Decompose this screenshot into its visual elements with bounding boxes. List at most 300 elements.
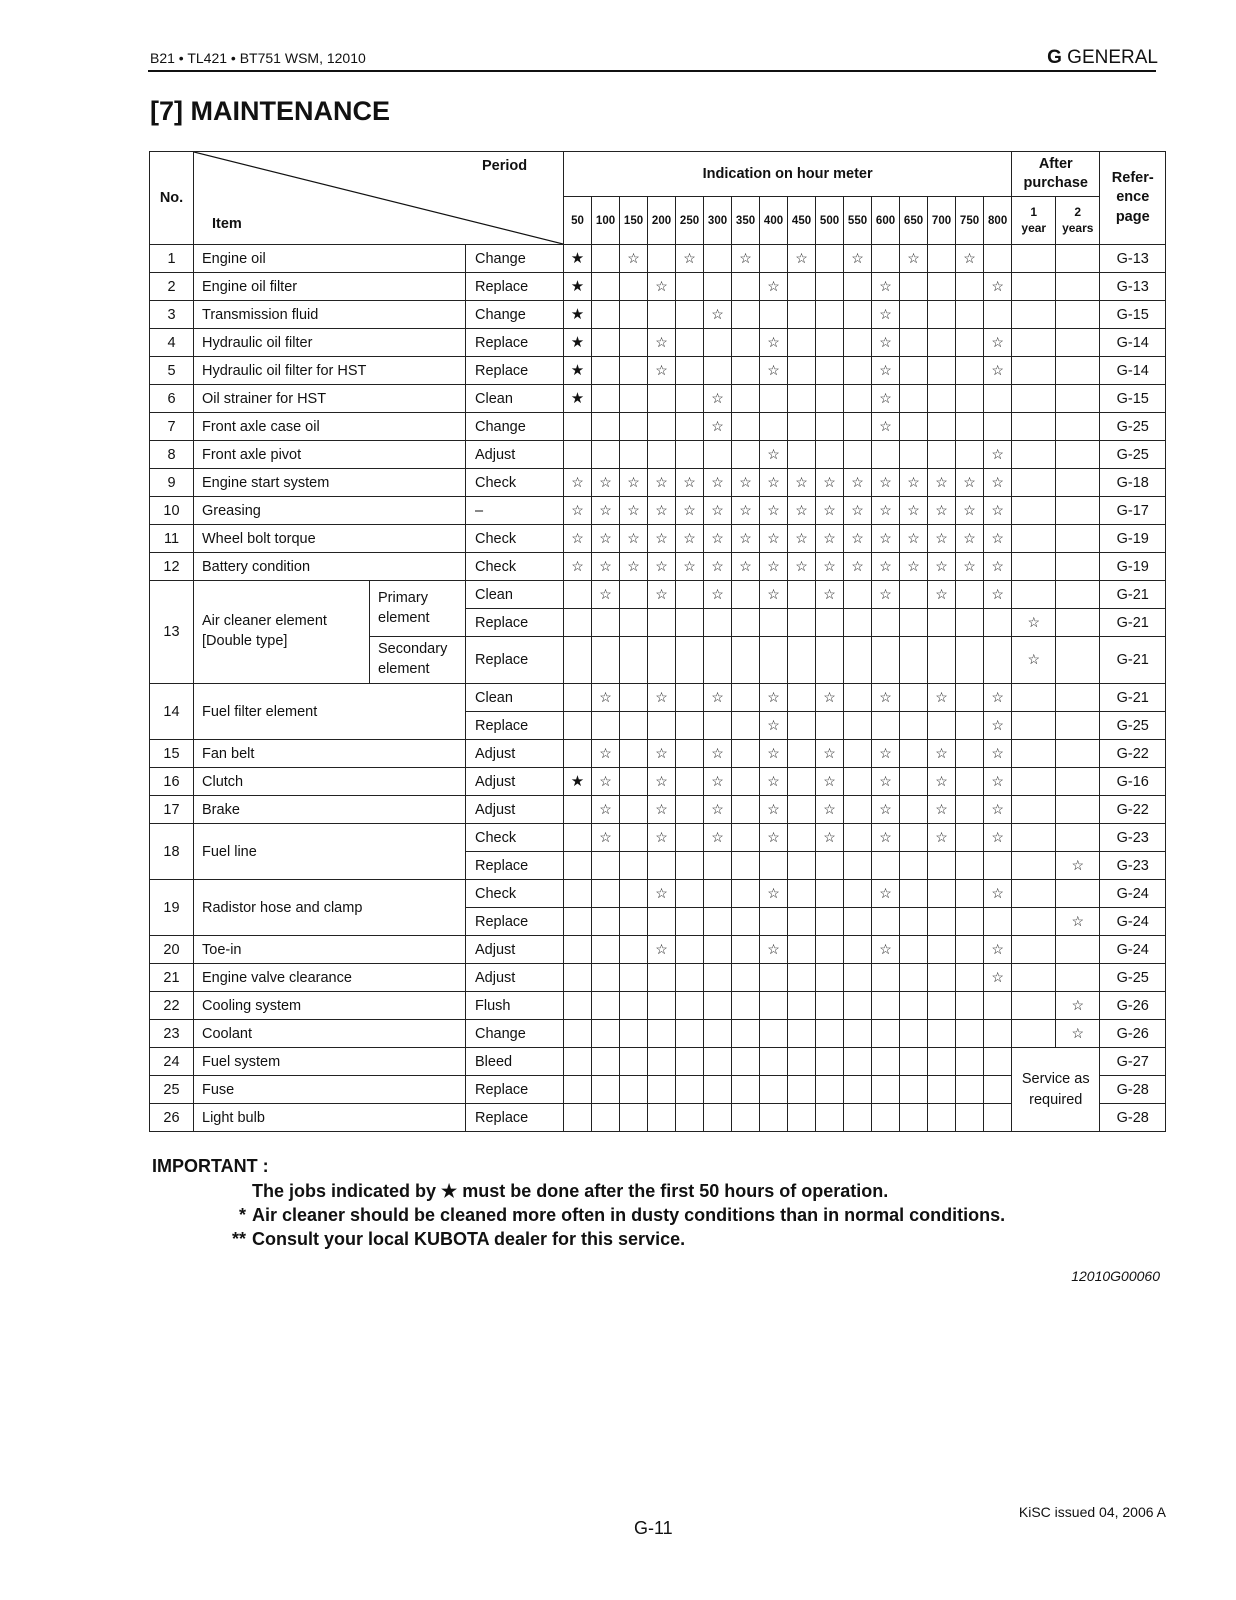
row-period: Clean bbox=[466, 385, 564, 413]
row-reference: G-16 bbox=[1100, 768, 1166, 796]
after-1-year-cell bbox=[1012, 936, 1056, 964]
mark-cell bbox=[816, 385, 844, 413]
mark-cell bbox=[984, 824, 1012, 852]
row-item: Radistor hose and clamp bbox=[194, 880, 466, 936]
mark-cell bbox=[620, 525, 648, 553]
mark-cell bbox=[872, 553, 900, 581]
row-no: 14 bbox=[150, 684, 194, 740]
mark-cell bbox=[704, 581, 732, 609]
mark-cell bbox=[844, 1076, 872, 1104]
mark-cell bbox=[984, 712, 1012, 740]
hour-150: 150 bbox=[620, 197, 648, 245]
mark-cell bbox=[732, 964, 760, 992]
mark-cell bbox=[928, 908, 956, 936]
after-2-years-cell bbox=[1056, 824, 1100, 852]
mark-cell bbox=[816, 1076, 844, 1104]
mark-cell bbox=[872, 1020, 900, 1048]
outline-star-icon: ☆ bbox=[767, 529, 780, 546]
outline-star-icon: ☆ bbox=[711, 529, 724, 546]
mark-cell bbox=[732, 908, 760, 936]
after-1-year-cell bbox=[1012, 581, 1056, 609]
outline-star-icon: ☆ bbox=[767, 445, 780, 462]
mark-cell bbox=[956, 936, 984, 964]
outline-star-icon: ☆ bbox=[711, 473, 724, 490]
mark-cell bbox=[844, 637, 872, 684]
row-reference: G-26 bbox=[1100, 992, 1166, 1020]
mark-cell bbox=[788, 740, 816, 768]
row-item: Fuel system bbox=[194, 1048, 466, 1076]
mark-cell bbox=[928, 880, 956, 908]
important-heading: IMPORTANT : bbox=[152, 1156, 269, 1176]
mark-cell bbox=[844, 684, 872, 712]
mark-cell bbox=[900, 329, 928, 357]
mark-cell bbox=[732, 357, 760, 385]
mark-cell bbox=[592, 441, 620, 469]
mark-cell bbox=[844, 712, 872, 740]
mark-cell bbox=[676, 796, 704, 824]
row-reference: G-23 bbox=[1100, 824, 1166, 852]
header-model-line: B21 • TL421 • BT751 WSM, 12010 bbox=[150, 50, 366, 66]
outline-star-icon: ☆ bbox=[599, 800, 612, 817]
after-2-years-cell bbox=[1056, 497, 1100, 525]
mark-cell bbox=[788, 712, 816, 740]
outline-star-icon: ☆ bbox=[1071, 1024, 1085, 1041]
col-period-header: Period bbox=[482, 158, 528, 174]
row-no: 25 bbox=[150, 1076, 194, 1104]
row-reference: G-21 bbox=[1100, 609, 1166, 637]
mark-cell bbox=[732, 1048, 760, 1076]
mark-cell bbox=[788, 824, 816, 852]
row-item: Hydraulic oil filter for HST bbox=[194, 357, 466, 385]
mark-cell bbox=[648, 992, 676, 1020]
mark-cell bbox=[900, 637, 928, 684]
after-2-years-cell bbox=[1056, 637, 1100, 684]
mark-cell bbox=[844, 469, 872, 497]
mark-cell bbox=[928, 712, 956, 740]
mark-cell bbox=[760, 1020, 788, 1048]
mark-cell bbox=[592, 852, 620, 880]
mark-cell bbox=[844, 357, 872, 385]
mark-cell bbox=[928, 301, 956, 329]
mark-cell bbox=[564, 880, 592, 908]
mark-cell bbox=[760, 796, 788, 824]
mark-cell bbox=[984, 740, 1012, 768]
mark-cell bbox=[872, 824, 900, 852]
item-period-header bbox=[194, 152, 564, 245]
table-row bbox=[150, 413, 1166, 441]
mark-cell bbox=[564, 712, 592, 740]
mark-cell bbox=[620, 497, 648, 525]
outline-star-icon: ☆ bbox=[767, 277, 780, 294]
mark-cell bbox=[564, 768, 592, 796]
row-no: 15 bbox=[150, 740, 194, 768]
mark-cell bbox=[648, 301, 676, 329]
mark-cell bbox=[592, 525, 620, 553]
after-2-years-cell bbox=[1056, 796, 1100, 824]
mark-cell bbox=[816, 992, 844, 1020]
mark-cell bbox=[956, 329, 984, 357]
note-line-2-text: Air cleaner should be cleaned more often in dusty conditions than in normal conditions. bbox=[252, 1205, 1006, 1225]
mark-cell bbox=[928, 936, 956, 964]
mark-cell bbox=[704, 245, 732, 273]
table-row bbox=[150, 441, 1166, 469]
mark-cell bbox=[956, 357, 984, 385]
after-2-years-num: 2 bbox=[1074, 205, 1082, 220]
after-1-year-cell bbox=[1012, 992, 1056, 1020]
mark-cell bbox=[704, 964, 732, 992]
table-row bbox=[150, 357, 1166, 385]
row-item: Engine oil bbox=[194, 245, 466, 273]
outline-star-icon: ☆ bbox=[991, 277, 1004, 294]
mark-cell bbox=[844, 273, 872, 301]
mark-cell bbox=[704, 936, 732, 964]
mark-cell bbox=[900, 1104, 928, 1132]
mark-cell bbox=[956, 824, 984, 852]
outline-star-icon: ☆ bbox=[879, 940, 892, 957]
mark-cell bbox=[984, 796, 1012, 824]
row-item: Coolant bbox=[194, 1020, 466, 1048]
row-no: 9 bbox=[150, 469, 194, 497]
mark-cell bbox=[676, 1076, 704, 1104]
mark-cell bbox=[844, 301, 872, 329]
mark-cell bbox=[816, 525, 844, 553]
row-reference: G-25 bbox=[1100, 441, 1166, 469]
row-reference: G-21 bbox=[1100, 684, 1166, 712]
mark-cell bbox=[984, 1076, 1012, 1104]
outline-star-icon: ☆ bbox=[935, 473, 948, 490]
mark-cell bbox=[788, 329, 816, 357]
mark-cell bbox=[564, 609, 592, 637]
after-2-years-cell bbox=[1056, 712, 1100, 740]
mark-cell bbox=[984, 497, 1012, 525]
outline-star-icon: ☆ bbox=[711, 305, 724, 322]
mark-cell bbox=[900, 385, 928, 413]
mark-cell bbox=[760, 413, 788, 441]
outline-star-icon: ☆ bbox=[823, 501, 836, 518]
mark-cell bbox=[676, 1020, 704, 1048]
mark-cell bbox=[984, 684, 1012, 712]
mark-cell bbox=[592, 469, 620, 497]
solid-star-icon: ★ bbox=[570, 305, 585, 323]
mark-cell bbox=[564, 1104, 592, 1132]
mark-cell bbox=[816, 497, 844, 525]
mark-cell bbox=[956, 385, 984, 413]
secondary-element-label: Secondary element bbox=[370, 637, 466, 684]
mark-cell bbox=[648, 852, 676, 880]
mark-cell bbox=[760, 245, 788, 273]
outline-star-icon: ☆ bbox=[571, 557, 584, 574]
outline-star-icon: ☆ bbox=[655, 884, 668, 901]
mark-cell bbox=[704, 1020, 732, 1048]
outline-star-icon: ☆ bbox=[823, 744, 836, 761]
mark-cell bbox=[788, 273, 816, 301]
row-reference: G-15 bbox=[1100, 385, 1166, 413]
mark-cell bbox=[620, 740, 648, 768]
row-period: Check bbox=[466, 525, 564, 553]
mark-cell bbox=[704, 1104, 732, 1132]
mark-cell bbox=[592, 301, 620, 329]
table-row bbox=[150, 245, 1166, 273]
mark-cell bbox=[732, 796, 760, 824]
mark-cell bbox=[564, 245, 592, 273]
row-no: 11 bbox=[150, 525, 194, 553]
mark-cell bbox=[900, 301, 928, 329]
outline-star-icon: ☆ bbox=[655, 529, 668, 546]
outline-star-icon: ☆ bbox=[935, 828, 948, 845]
row-no: 4 bbox=[150, 329, 194, 357]
mark-cell bbox=[760, 1076, 788, 1104]
mark-cell bbox=[816, 768, 844, 796]
row-no: 13 bbox=[150, 581, 194, 684]
mark-cell bbox=[844, 497, 872, 525]
mark-cell bbox=[760, 1048, 788, 1076]
after-1-year-cell bbox=[1012, 273, 1056, 301]
row-no: 22 bbox=[150, 992, 194, 1020]
mark-cell bbox=[928, 768, 956, 796]
mark-cell bbox=[956, 992, 984, 1020]
mark-cell bbox=[844, 413, 872, 441]
mark-cell bbox=[620, 413, 648, 441]
mark-cell bbox=[984, 936, 1012, 964]
table-row bbox=[150, 880, 1166, 908]
after-1-year-cell bbox=[1012, 609, 1056, 637]
outline-star-icon: ☆ bbox=[935, 800, 948, 817]
mark-cell bbox=[816, 908, 844, 936]
table-row bbox=[150, 796, 1166, 824]
outline-star-icon: ☆ bbox=[879, 772, 892, 789]
mark-cell bbox=[620, 385, 648, 413]
mark-cell bbox=[648, 796, 676, 824]
after-1-year-cell bbox=[1012, 908, 1056, 936]
mark-cell bbox=[564, 1020, 592, 1048]
mark-cell bbox=[620, 712, 648, 740]
mark-cell bbox=[564, 413, 592, 441]
mark-cell bbox=[732, 329, 760, 357]
mark-cell bbox=[816, 413, 844, 441]
hour-700: 700 bbox=[928, 197, 956, 245]
mark-cell bbox=[592, 824, 620, 852]
mark-cell bbox=[872, 1104, 900, 1132]
outline-star-icon: ☆ bbox=[655, 277, 668, 294]
note-line-2-mark: * bbox=[238, 1205, 246, 1225]
after-1-year-cell bbox=[1012, 385, 1056, 413]
mark-cell bbox=[704, 329, 732, 357]
outline-star-icon: ☆ bbox=[767, 557, 780, 574]
row-reference: G-21 bbox=[1100, 637, 1166, 684]
mark-cell bbox=[928, 413, 956, 441]
mark-cell bbox=[564, 385, 592, 413]
mark-cell bbox=[788, 441, 816, 469]
row-period: Check bbox=[466, 553, 564, 581]
mark-cell bbox=[648, 824, 676, 852]
outline-star-icon: ☆ bbox=[1027, 613, 1041, 630]
row-reference: G-24 bbox=[1100, 936, 1166, 964]
mark-cell bbox=[928, 1104, 956, 1132]
mark-cell bbox=[676, 469, 704, 497]
header-section-letter: G bbox=[1047, 47, 1062, 68]
outline-star-icon: ☆ bbox=[627, 249, 640, 266]
mark-cell bbox=[760, 852, 788, 880]
mark-cell bbox=[844, 964, 872, 992]
outline-star-icon: ☆ bbox=[655, 688, 668, 705]
mark-cell bbox=[788, 553, 816, 581]
mark-cell bbox=[676, 992, 704, 1020]
mark-cell bbox=[844, 824, 872, 852]
outline-star-icon: ☆ bbox=[599, 585, 612, 602]
mark-cell bbox=[816, 245, 844, 273]
mark-cell bbox=[676, 553, 704, 581]
row-reference: G-28 bbox=[1100, 1104, 1166, 1132]
row-item: Front axle case oil bbox=[194, 413, 466, 441]
mark-cell bbox=[592, 357, 620, 385]
row-period: Replace bbox=[466, 712, 564, 740]
outline-star-icon: ☆ bbox=[879, 884, 892, 901]
after-1-year-cell bbox=[1012, 824, 1056, 852]
mark-cell bbox=[648, 525, 676, 553]
table-row bbox=[150, 1048, 1166, 1076]
hour-50: 50 bbox=[564, 197, 592, 245]
mark-cell bbox=[956, 273, 984, 301]
row-reference: G-23 bbox=[1100, 852, 1166, 880]
mark-cell bbox=[620, 880, 648, 908]
outline-star-icon: ☆ bbox=[907, 501, 920, 518]
row-no: 17 bbox=[150, 796, 194, 824]
mark-cell bbox=[928, 441, 956, 469]
mark-cell bbox=[956, 852, 984, 880]
row-reference: G-15 bbox=[1100, 301, 1166, 329]
outline-star-icon: ☆ bbox=[991, 772, 1004, 789]
mark-cell bbox=[732, 768, 760, 796]
mark-cell bbox=[760, 581, 788, 609]
mark-cell bbox=[844, 581, 872, 609]
header-rule bbox=[148, 70, 1156, 72]
mark-cell bbox=[592, 740, 620, 768]
mark-cell bbox=[956, 497, 984, 525]
mark-cell bbox=[900, 581, 928, 609]
table-row bbox=[150, 824, 1166, 852]
after-1-year-cell bbox=[1012, 964, 1056, 992]
mark-cell bbox=[956, 908, 984, 936]
mark-cell bbox=[592, 992, 620, 1020]
outline-star-icon: ☆ bbox=[627, 473, 640, 490]
mark-cell bbox=[732, 301, 760, 329]
outline-star-icon: ☆ bbox=[767, 744, 780, 761]
after-1-year-cell bbox=[1012, 413, 1056, 441]
outline-star-icon: ☆ bbox=[599, 501, 612, 518]
mark-cell bbox=[648, 553, 676, 581]
outline-star-icon: ☆ bbox=[991, 828, 1004, 845]
mark-cell bbox=[564, 740, 592, 768]
mark-cell bbox=[732, 852, 760, 880]
outline-star-icon: ☆ bbox=[935, 501, 948, 518]
table-row bbox=[150, 553, 1166, 581]
table-row bbox=[150, 497, 1166, 525]
outline-star-icon: ☆ bbox=[599, 828, 612, 845]
outline-star-icon: ☆ bbox=[571, 473, 584, 490]
table-row bbox=[150, 525, 1166, 553]
mark-cell bbox=[984, 609, 1012, 637]
outline-star-icon: ☆ bbox=[963, 249, 976, 266]
mark-cell bbox=[816, 880, 844, 908]
mark-cell bbox=[816, 637, 844, 684]
row-no: 21 bbox=[150, 964, 194, 992]
after-1-year-cell bbox=[1012, 768, 1056, 796]
mark-cell bbox=[984, 992, 1012, 1020]
after-2-years-cell bbox=[1056, 581, 1100, 609]
mark-cell bbox=[872, 469, 900, 497]
row-item: Fuse bbox=[194, 1076, 466, 1104]
mark-cell bbox=[564, 796, 592, 824]
mark-cell bbox=[844, 908, 872, 936]
mark-cell bbox=[620, 964, 648, 992]
mark-cell bbox=[928, 357, 956, 385]
mark-cell bbox=[620, 301, 648, 329]
page-title: [7] MAINTENANCE bbox=[150, 96, 390, 126]
mark-cell bbox=[676, 581, 704, 609]
outline-star-icon: ☆ bbox=[963, 501, 976, 518]
mark-cell bbox=[872, 1076, 900, 1104]
mark-cell bbox=[816, 1048, 844, 1076]
mark-cell bbox=[900, 469, 928, 497]
row-period: Clean bbox=[466, 684, 564, 712]
mark-cell bbox=[648, 964, 676, 992]
mark-cell bbox=[704, 497, 732, 525]
hour-450: 450 bbox=[788, 197, 816, 245]
mark-cell bbox=[900, 1048, 928, 1076]
outline-star-icon: ☆ bbox=[655, 744, 668, 761]
after-1-year-num: 1 bbox=[1030, 205, 1038, 220]
row-item: Engine oil filter bbox=[194, 273, 466, 301]
outline-star-icon: ☆ bbox=[1071, 856, 1085, 873]
mark-cell bbox=[704, 796, 732, 824]
mark-cell bbox=[844, 768, 872, 796]
mark-cell bbox=[648, 908, 676, 936]
hour-300: 300 bbox=[704, 197, 732, 245]
after-2-years-cell bbox=[1056, 609, 1100, 637]
table-row bbox=[150, 329, 1166, 357]
solid-star-icon: ★ bbox=[570, 389, 585, 407]
after-2-years-cell bbox=[1056, 684, 1100, 712]
mark-cell bbox=[816, 1104, 844, 1132]
outline-star-icon: ☆ bbox=[879, 688, 892, 705]
outline-star-icon: ☆ bbox=[655, 800, 668, 817]
mark-cell bbox=[564, 1076, 592, 1104]
row-item: Battery condition bbox=[194, 553, 466, 581]
mark-cell bbox=[760, 768, 788, 796]
solid-star-icon: ★ bbox=[570, 772, 585, 790]
row-item: Air cleaner element [Double type] bbox=[194, 581, 370, 684]
issued-note: KiSC issued 04, 2006 A bbox=[1018, 1504, 1166, 1520]
outline-star-icon: ☆ bbox=[823, 828, 836, 845]
after-2-years-cell bbox=[1056, 245, 1100, 273]
mark-cell bbox=[816, 357, 844, 385]
mark-cell bbox=[648, 245, 676, 273]
mark-cell bbox=[984, 301, 1012, 329]
mark-cell bbox=[648, 1076, 676, 1104]
outline-star-icon: ☆ bbox=[795, 557, 808, 574]
after-2-years-cell bbox=[1056, 908, 1100, 936]
outline-star-icon: ☆ bbox=[935, 529, 948, 546]
mark-cell bbox=[704, 525, 732, 553]
mark-cell bbox=[844, 553, 872, 581]
mark-cell bbox=[816, 712, 844, 740]
row-no: 5 bbox=[150, 357, 194, 385]
mark-cell bbox=[816, 329, 844, 357]
mark-cell bbox=[732, 525, 760, 553]
outline-star-icon: ☆ bbox=[683, 501, 696, 518]
mark-cell bbox=[704, 852, 732, 880]
outline-star-icon: ☆ bbox=[683, 529, 696, 546]
